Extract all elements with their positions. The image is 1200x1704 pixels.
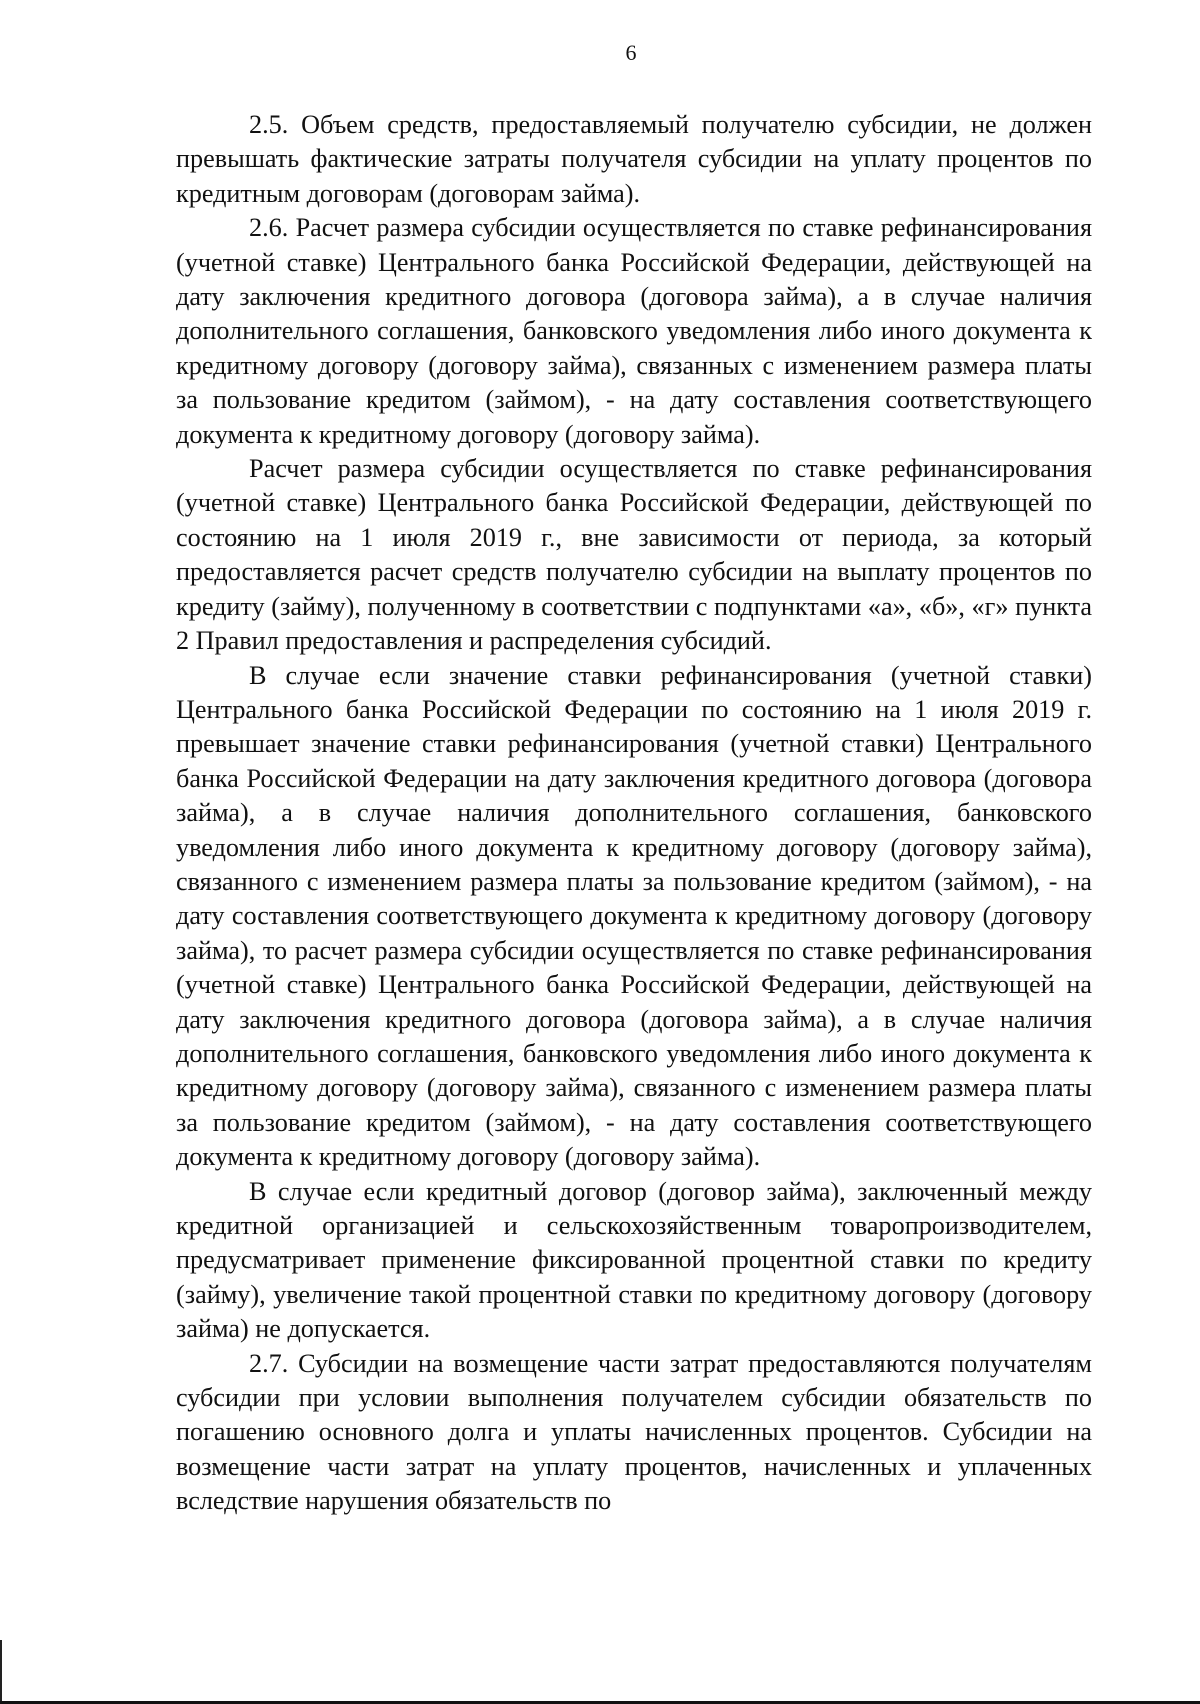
page-number: 6 bbox=[625, 40, 637, 65]
scan-edge-mark bbox=[0, 1640, 2, 1704]
paragraph-2-7: 2.7. Субсидии на возмещение части затрат предоставляются получателям субсидии при условии выполнения получателем субсидии обязательств по погашению основного долга и уплаты начисленных процентов. Субсидии на возмещение части затрат на уплату процентов, начисленных и уплаченных вследствие нарушения обязательств по bbox=[176, 1348, 1092, 1516]
paragraph-rate-comparison: В случае если значение ставки рефинансирования (учетной ставки) Центрального банка Российской Федерации по состоянию на 1 июля 2019 г. превышает значение ставки рефинансирования (учетной ставки) Центрального банка Российской Федерации на дату заключения кредитного договора (договора займа), а в случае наличия дополнительного соглашения, банковского уведомления либо иного документа к кредитному договору (договору займа), связанного с изменением размера платы за пользование кредитом (займом), - на дату составления соответствующего документа к кредитному договору (договору займа), то расчет размера субсидии осуществляется по ставке рефинансирования (учетной ставке) Центрального банка Российской Федерации, действующей на дату заключения кредитного договора (договора займа), а в случае наличия дополнительного соглашения, банковского уведомления либо иного документа к кредитному договору (договору займа), связанного с изменением размера платы за пользование кредитом (займом), - на дату составления соответствующего документа к кредитному договору (договору займа). bbox=[176, 660, 1092, 1172]
paragraph-fixed-rate: В случае если кредитный договор (договор займа), заключенный между кредитной организацией и сельскохозяйственным товаропроизводителем, предусматривает применение фиксированной процентной ставки по кредиту (займу), увеличение такой процентной ставки по кредитному договору (договору займа) не допускается. bbox=[176, 1176, 1092, 1344]
paragraph-2-6: 2.6. Расчет размера субсидии осуществляется по ставке рефинансирования (учетной ставке) Центрального банка Российской Федерации, действующей на дату заключения кредитного договора (договора займа), а в случае наличия дополнительного соглашения, банковского уведомления либо иного документа к кредитному договору (договору займа), связанных с изменением размера платы за пользование кредитом (займом), - на дату составления соответствующего документа к кредитному договору (договору займа). bbox=[176, 213, 1092, 449]
paragraph-2-5: 2.5. Объем средств, предоставляемый получателю субсидии, не должен превышать фактические затраты получателя субсидии на уплату процентов по кредитным договорам (договорам займа). bbox=[176, 110, 1092, 208]
paragraph-rate-july-2019: Расчет размера субсидии осуществляется по ставке рефинансирования (учетной ставке) Центрального банка Российской Федерации, действующей по состоянию на 1 июля 2019 г., вне зависимости от периода, за который предоставляется расчет средств получателю субсидии на выплату процентов по кредиту (займу), полученному в соответствии с подпунктами «а», «б», «г» пункта 2 Правил предоставления и распределения субсидий. bbox=[176, 454, 1092, 656]
document-body bbox=[176, 108, 1092, 1519]
